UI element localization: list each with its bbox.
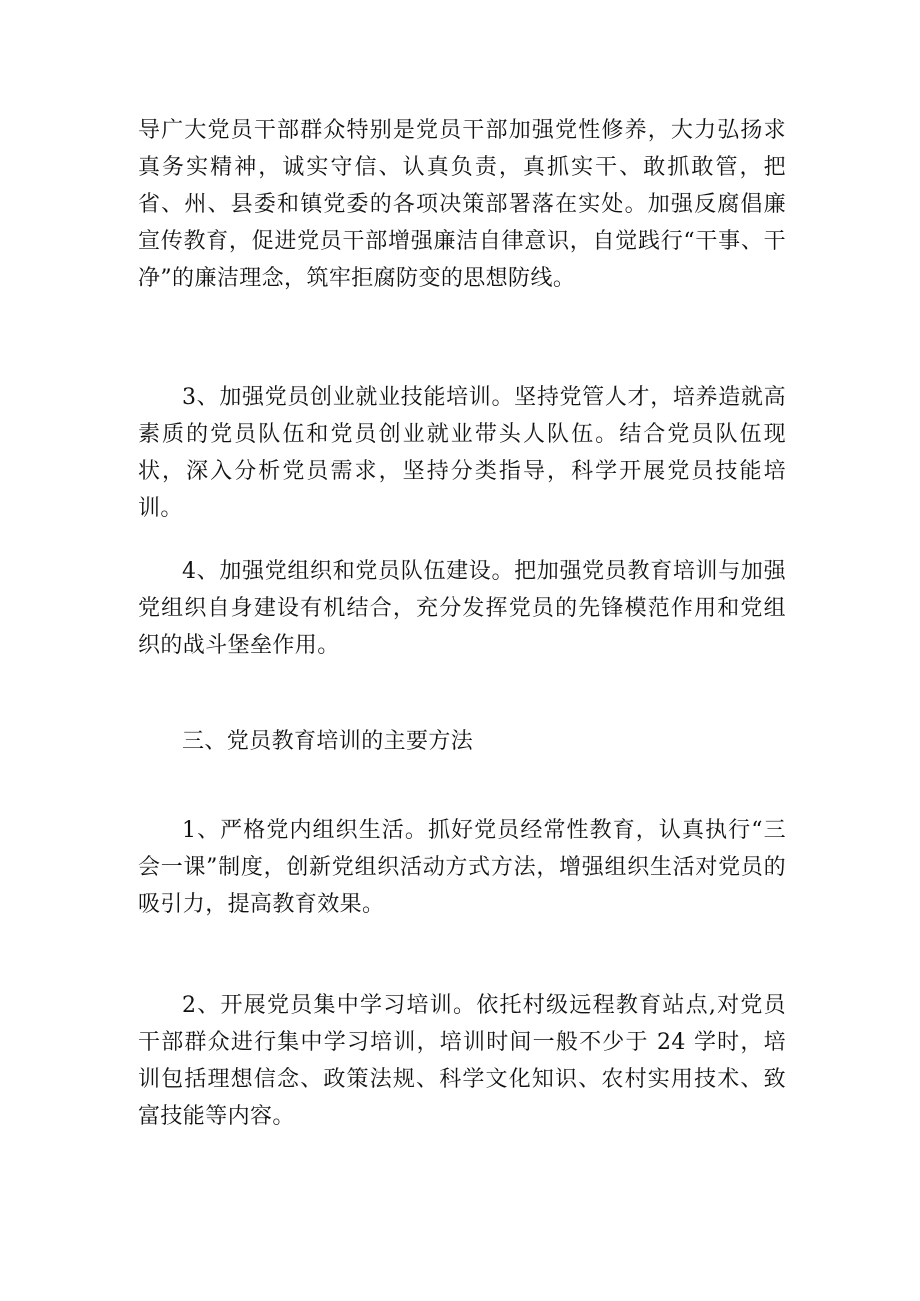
paragraph-method-2: 2、开展党员集中学习培训。依托村级远程教育站点,对党员干部群众进行集中学习培训，培训时间一般不少于 24 学时，培训包括理想信念、政策法规、科学文化知识、农村实用技术、致富技能等内容。 [138, 993, 786, 1129]
paragraph-continuation: 导广大党员干部群众特别是党员干部加强党性修养，大力弘扬求真务实精神，诚实守信、认真负责，真抓实干、敢抓敢管，把省、州、县委和镇党委的各项决策部署落在实处。加强反腐倡廉宣传教育，促进党员干部增强廉洁自律意识，自觉践行“干事、干净”的廉洁理念，筑牢拒腐防变的思想防线。 [138, 118, 786, 291]
section-heading: 三、党员教育培训的主要方法 [182, 729, 474, 754]
paragraph-item-4: 4、加强党组织和党员队伍建设。把加强党员教育培训与加强党组织自身建设有机结合，充分发挥党员的先锋模范作用和党组织的战斗堡垒作用。 [138, 559, 786, 658]
paragraph-item-3: 3、加强党员创业就业技能培训。坚持党管人才，培养造就高素质的党员队伍和党员创业就业带头人队伍。结合党员队伍现状，深入分析党员需求，坚持分类指导，科学开展党员技能培训。 [138, 385, 786, 521]
paragraph-method-1: 1、严格党内组织生活。抓好党员经常性教育，认真执行“三会一课”制度，创新党组织活动方式方法，增强组织生活对党员的吸引力，提高教育效果。 [138, 818, 786, 917]
